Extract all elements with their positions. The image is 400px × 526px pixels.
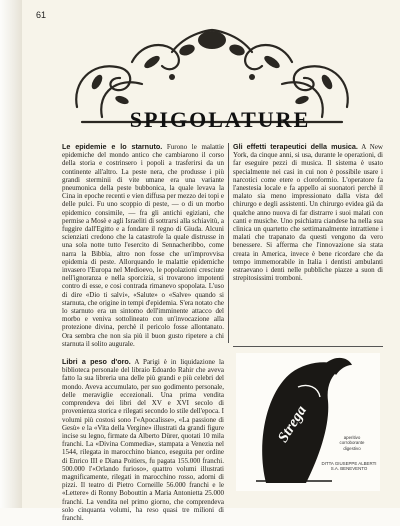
ad-tagline-line: aperitivo: [343, 435, 361, 440]
page-title: SPIGOLATURE: [129, 107, 311, 132]
page-edge: [0, 0, 22, 508]
left-column: [62, 143, 224, 526]
article-libri: [62, 358, 224, 522]
right-column: [233, 143, 383, 286]
ad-maker-line: S.A. BENEVENTO: [330, 466, 368, 472]
ad-tagline: [328, 435, 376, 451]
ad-tagline-line: digestivo: [343, 445, 361, 451]
strega-advertisement: [236, 353, 380, 491]
ad-tagline-line: corroborante: [339, 440, 365, 446]
article-lead: Gli effetti terapeutici della musica.: [233, 142, 358, 151]
article-body: A Parigi è in liquidazione la biblioteca personale del libraio Edoardo Rahir che aveva fatto la sua libreria una delle più grandi e più celebri del mondo. Aveva accumulato, per suo godimento personale, delle meraviglie eccezionali. Una prima vendita comprendeva dei libri del XV e XVI secolo di provenienza storica e rilegati secondo lo stile dell'epoca. I volumi più costosi sono l'«Apocalisse», «La passione di Gesù» e la «Vita della Vergine» illustrati da grandi figure incise su legno, firmate da Alberto Dürer, quotati 10 mila franchi. La «Divina Commedia», stampata a Venezia nel 1544, rilegata in marocchino bianco, eseguita per ordine di Enrico III e Diana Poitiers, fu pagata 155.000 franchi. 500.000 l'«Orlando furioso», quattro volumi illustrati magnificamente, rilegati in marocchino rosso, adorni di pizzi. Il teatro di Pietro Corneille 56.000 franchi e le «Lettere» di Ronny Bobouttin a Maria Antonietta 25.000 franchi. La vendita nel primo giorno, che comprendeva solo cinquanta volumi, ha reso quasi tre milioni di franchi.: [62, 358, 225, 522]
page-number: 61: [36, 10, 47, 20]
article-musica: [233, 143, 383, 282]
strega-brand-name: Strega: [275, 403, 310, 446]
article-lead: Le epidemie e lo starnuto.: [62, 142, 163, 151]
ad-maker-line: DITTA GIUSEPPE ALBERTI: [321, 461, 377, 466]
article-lead: Libri a peso d'oro.: [62, 357, 131, 367]
article-body: Furono le malattie epidemiche del mondo antico che cambiarono il corso della storia e costrinsero i popoli a trasferirsi da un continente all'altro. La peste nera, che produsse i più grandi sterminii di vite umane era una variante pneumonica della peste bubbonica, la quale levava la Cina in epoche recenti e vien diffusa per mezzo dei topi e delle pulci. Fu uno scoppio di peste, — o di un morbo epidemico consimile, — fra gli antichi egiziani, che permise a Mosè e agli Israeliti di sottrarsi alla schiavitù, a fuggire dall'Egitto e a fondare il regno di Giuda. Alcuni scienziati credono che la catastrofe la quale distrusse in una sola notte tutto l'esercito di Sennacheribbo, come narra la Bibbia, altro non fosse che un'improvvisa epidemia di peste. Allorquando le malattie epidemiche invasero l'Europa nel Medioevo, le popolazioni cresciute nell'ignoranza e nella sporcizia, si trovarono impotenti contro di esse, e cosi contrada rimanevo spopolata. L'uso di dire «Dio ti salvi», «Salute» o «Salve» quando si starnuta, che origine in tempi d'epidemia. S'era notato che lo starnuto era un sintomo dell'imminente attacco del morbo e veniva sottolineato con un'invocazione alla protezione divina, perchè il pericolo fosse allontanato. Ora sembra che non sia più il buon gusto ripetere a chi starnuta il solito augurale.: [62, 143, 225, 348]
article-body: A New York, da cinque anni, si usa, durante le operazioni, di far eseguire pezzi di musica. Il sistema è usato specialmente nei casi in cui non è possibile usare i narcotici come etere o cloroformio. L'operatore fa l'anestesia locale e fa appello ai suonatori perchè il malato sia meno impressionato dalla vista del chirurgo e degli assistenti. Un chirurgo evidea già da qualche anno nuova di far distrarre i suoi malati con canti e musiche. Uno psichiatra ciandese ha nella sua clinica un quartetto che settimanalmente intrattiene i malati che trapanato da questi vengono da vero benessere. Si afferma che l'innovazione sia stata creata in America, invece è bene ricordare che da tempo immemorabile in Italia i dentisti ambulanti estraevano i denti nelle pubbliche piazze a suon di strepitosissimi tromboni.: [233, 143, 383, 283]
ad-maker: [320, 461, 378, 472]
section-divider: [233, 346, 383, 347]
column-divider: [228, 143, 229, 343]
article-epidemie: [62, 143, 224, 348]
